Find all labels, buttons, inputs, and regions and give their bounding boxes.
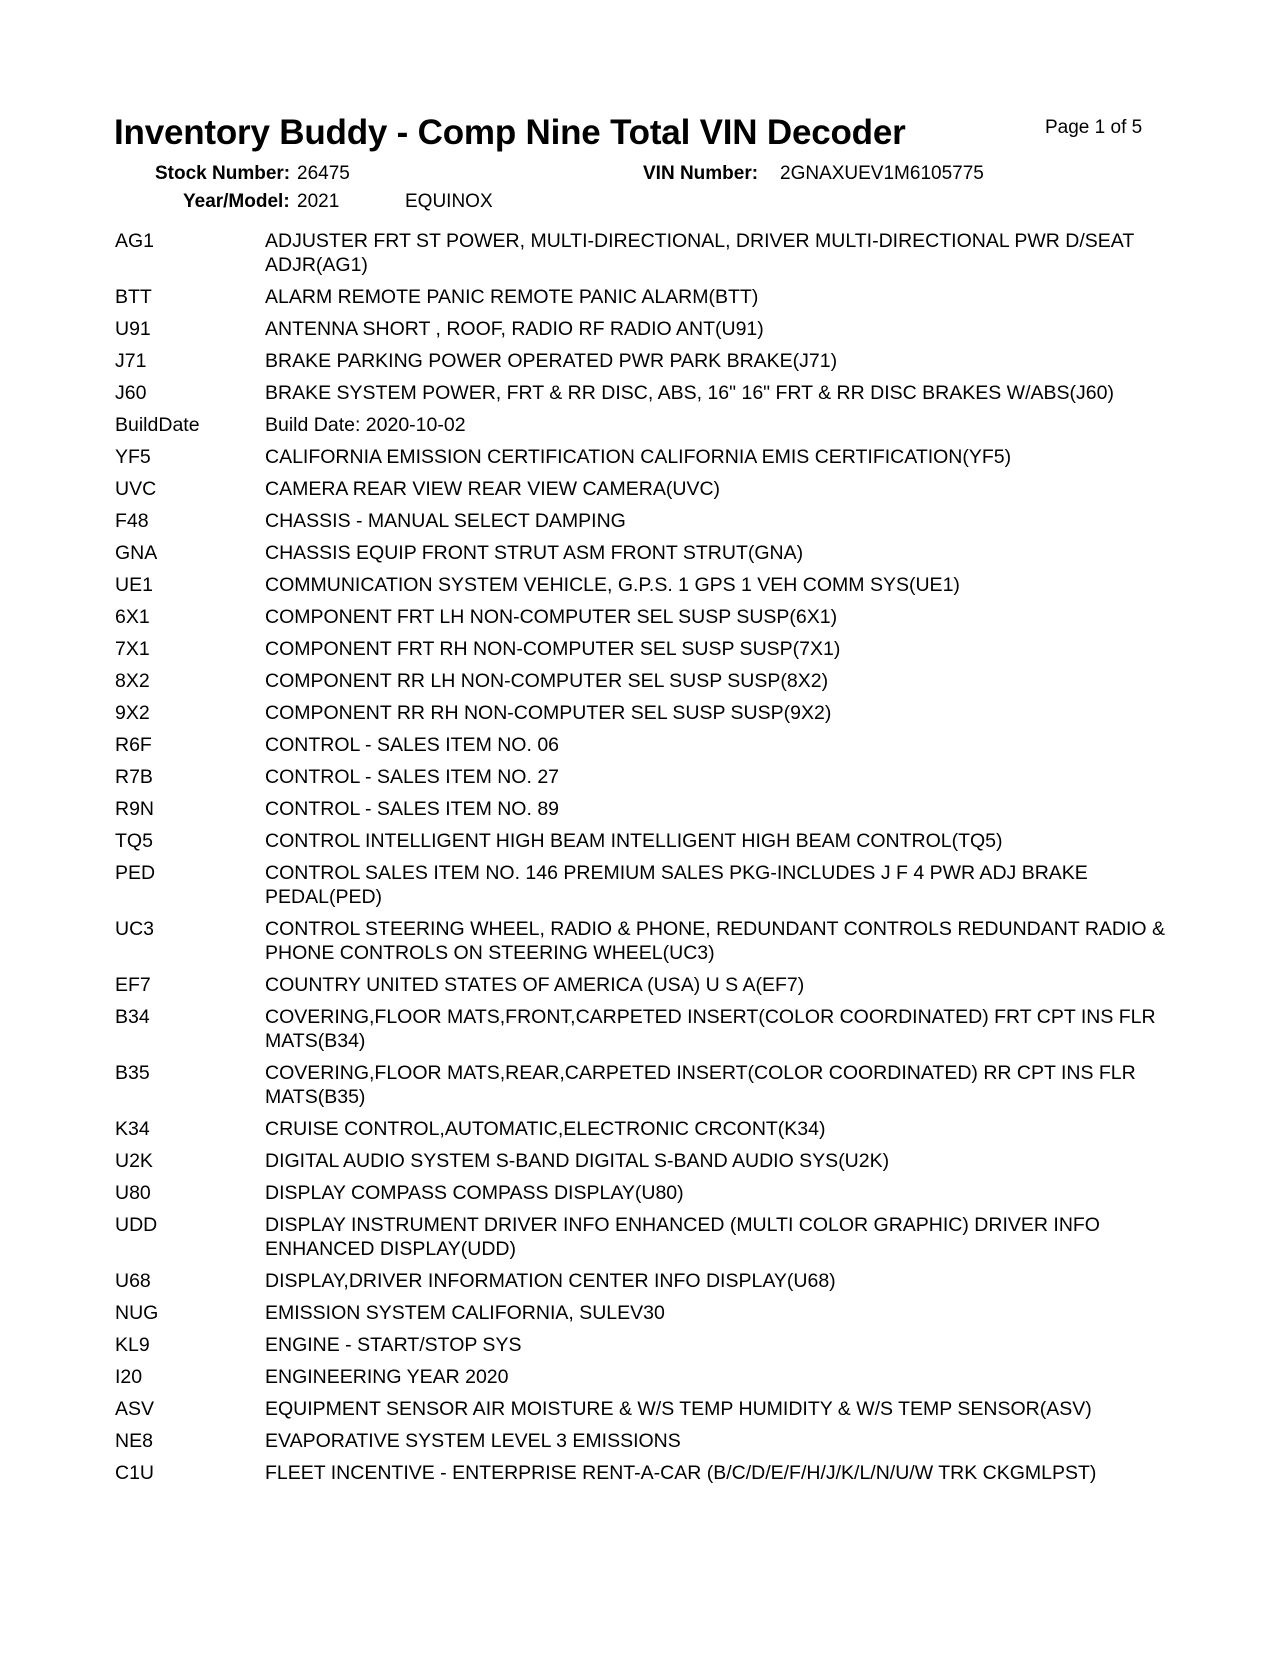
option-code: 7X1 bbox=[115, 638, 150, 660]
list-item bbox=[0, 861, 1280, 909]
option-description: ALARM REMOTE PANIC REMOTE PANIC ALARM(BTT) bbox=[265, 286, 759, 308]
option-code: J71 bbox=[115, 350, 147, 372]
document-title: Inventory Buddy - Comp Nine Total VIN Decoder bbox=[114, 113, 906, 152]
vin-number-value: 2GNAXUEV1M6105775 bbox=[780, 163, 984, 184]
option-description: COMPONENT FRT LH NON-COMPUTER SEL SUSP SUSP(6X1) bbox=[265, 606, 838, 628]
list-item bbox=[0, 1333, 1280, 1357]
option-description: ANTENNA SHORT , ROOF, RADIO RF RADIO ANT(U91) bbox=[265, 318, 764, 340]
list-item bbox=[0, 381, 1280, 405]
option-description: CONTROL STEERING WHEEL, RADIO & PHONE, REDUNDANT CONTROLS REDUNDANT RADIO & PHONE CONTROLS ON STEERING WHEEL(UC3) bbox=[265, 918, 1165, 964]
option-description: CAMERA REAR VIEW REAR VIEW CAMERA(UVC) bbox=[265, 478, 721, 500]
option-description: ENGINEERING YEAR 2020 bbox=[265, 1366, 509, 1388]
option-code: U91 bbox=[115, 318, 151, 340]
option-description: CONTROL INTELLIGENT HIGH BEAM INTELLIGENT HIGH BEAM CONTROL(TQ5) bbox=[265, 830, 1003, 852]
model-value: EQUINOX bbox=[405, 191, 493, 212]
list-item bbox=[0, 229, 1280, 277]
option-description: COVERING,FLOOR MATS,FRONT,CARPETED INSERT(COLOR COORDINATED) FRT CPT INS FLR MATS(B34) bbox=[265, 1006, 1156, 1052]
option-code: YF5 bbox=[115, 446, 151, 468]
yearmodel-label: Year/Model: bbox=[183, 191, 290, 212]
option-description: CONTROL - SALES ITEM NO. 27 bbox=[265, 766, 560, 788]
list-item bbox=[0, 1397, 1280, 1421]
list-item bbox=[0, 605, 1280, 629]
option-code: UDD bbox=[115, 1214, 158, 1236]
option-description: BRAKE PARKING POWER OPERATED PWR PARK BRAKE(J71) bbox=[265, 350, 838, 372]
list-item bbox=[0, 1117, 1280, 1141]
option-code: BuildDate bbox=[115, 414, 200, 436]
list-item bbox=[0, 445, 1280, 469]
option-code: R7B bbox=[115, 766, 153, 788]
list-item bbox=[0, 1005, 1280, 1053]
option-description: CHASSIS EQUIP FRONT STRUT ASM FRONT STRUT(GNA) bbox=[265, 542, 804, 564]
list-item bbox=[0, 765, 1280, 789]
list-item bbox=[0, 1365, 1280, 1389]
stock-label: Stock Number: bbox=[155, 163, 291, 184]
option-code: I20 bbox=[115, 1366, 143, 1388]
option-code: TQ5 bbox=[115, 830, 153, 852]
option-code: U80 bbox=[115, 1182, 151, 1204]
list-item bbox=[0, 317, 1280, 341]
list-item bbox=[0, 973, 1280, 997]
option-description: COUNTRY UNITED STATES OF AMERICA (USA) U S A(EF7) bbox=[265, 974, 805, 996]
option-code: J60 bbox=[115, 382, 147, 404]
option-description: DISPLAY COMPASS COMPASS DISPLAY(U80) bbox=[265, 1182, 684, 1204]
option-code: KL9 bbox=[115, 1334, 150, 1356]
list-item bbox=[0, 797, 1280, 821]
option-code: U2K bbox=[115, 1150, 153, 1172]
option-description: CALIFORNIA EMISSION CERTIFICATION CALIFORNIA EMIS CERTIFICATION(YF5) bbox=[265, 446, 1012, 468]
option-description: CONTROL - SALES ITEM NO. 89 bbox=[265, 798, 560, 820]
option-description: DISPLAY INSTRUMENT DRIVER INFO ENHANCED (MULTI COLOR GRAPHIC) DRIVER INFO ENHANCED DISPLAY(UDD) bbox=[265, 1214, 1100, 1260]
option-code: BTT bbox=[115, 286, 152, 308]
stock-number-label bbox=[155, 163, 290, 185]
option-code: UC3 bbox=[115, 918, 155, 940]
list-item bbox=[0, 477, 1280, 501]
option-description: COMMUNICATION SYSTEM VEHICLE, G.P.S. 1 GPS 1 VEH COMM SYS(UE1) bbox=[265, 574, 960, 596]
option-description: CRUISE CONTROL,AUTOMATIC,ELECTRONIC CRCONT(K34) bbox=[265, 1118, 826, 1140]
list-item bbox=[0, 917, 1280, 965]
option-description: CONTROL SALES ITEM NO. 146 PREMIUM SALES PKG-INCLUDES J F 4 PWR ADJ BRAKE PEDAL(PED) bbox=[265, 862, 1088, 908]
option-code: 6X1 bbox=[115, 606, 150, 628]
option-description: EVAPORATIVE SYSTEM LEVEL 3 EMISSIONS bbox=[265, 1430, 681, 1452]
option-description: COMPONENT FRT RH NON-COMPUTER SEL SUSP SUSP(7X1) bbox=[265, 638, 841, 660]
option-code: NE8 bbox=[115, 1430, 153, 1452]
list-item bbox=[0, 829, 1280, 853]
year-value: 2021 bbox=[297, 191, 340, 212]
list-item bbox=[0, 1213, 1280, 1261]
list-item bbox=[0, 1149, 1280, 1173]
list-item bbox=[0, 1061, 1280, 1109]
list-item bbox=[0, 509, 1280, 533]
option-description: EQUIPMENT SENSOR AIR MOISTURE & W/S TEMP HUMIDITY & W/S TEMP SENSOR(ASV) bbox=[265, 1398, 1092, 1420]
list-item bbox=[0, 637, 1280, 661]
option-code-list bbox=[0, 229, 1280, 1493]
option-code: UVC bbox=[115, 478, 157, 500]
option-code: B35 bbox=[115, 1062, 150, 1084]
option-description: COMPONENT RR LH NON-COMPUTER SEL SUSP SUSP(8X2) bbox=[265, 670, 829, 692]
list-item bbox=[0, 349, 1280, 373]
option-code: C1U bbox=[115, 1462, 155, 1484]
option-code: R9N bbox=[115, 798, 155, 820]
option-code: 8X2 bbox=[115, 670, 150, 692]
option-description: Build Date: 2020-10-02 bbox=[265, 414, 466, 436]
option-description: DISPLAY,DRIVER INFORMATION CENTER INFO DISPLAY(U68) bbox=[265, 1270, 836, 1292]
option-code: F48 bbox=[115, 510, 149, 532]
list-item bbox=[0, 541, 1280, 565]
option-code: PED bbox=[115, 862, 156, 884]
list-item bbox=[0, 669, 1280, 693]
option-description: DIGITAL AUDIO SYSTEM S-BAND DIGITAL S-BAND AUDIO SYS(U2K) bbox=[265, 1150, 890, 1172]
option-description: FLEET INCENTIVE - ENTERPRISE RENT-A-CAR (B/C/D/E/F/H/J/K/L/N/U/W TRK CKGMLPST) bbox=[265, 1462, 1097, 1484]
list-item bbox=[0, 1461, 1280, 1485]
option-description: COMPONENT RR RH NON-COMPUTER SEL SUSP SUSP(9X2) bbox=[265, 702, 832, 724]
option-code: R6F bbox=[115, 734, 152, 756]
option-code: 9X2 bbox=[115, 702, 150, 724]
vin-label: VIN Number: bbox=[643, 163, 759, 184]
option-code: ASV bbox=[115, 1398, 155, 1420]
option-code: U68 bbox=[115, 1270, 151, 1292]
vin-number-label bbox=[643, 163, 758, 185]
stock-number-value: 26475 bbox=[297, 163, 350, 184]
option-code: AG1 bbox=[115, 230, 155, 252]
option-code: EF7 bbox=[115, 974, 151, 996]
list-item bbox=[0, 413, 1280, 437]
option-code: UE1 bbox=[115, 574, 153, 596]
year-model-label bbox=[183, 191, 290, 213]
list-item bbox=[0, 1181, 1280, 1205]
page-number: Page 1 of 5 bbox=[1045, 117, 1143, 138]
option-description: COVERING,FLOOR MATS,REAR,CARPETED INSERT(COLOR COORDINATED) RR CPT INS FLR MATS(B35) bbox=[265, 1062, 1136, 1108]
list-item bbox=[0, 285, 1280, 309]
list-item bbox=[0, 1301, 1280, 1325]
option-code: K34 bbox=[115, 1118, 150, 1140]
option-description: CHASSIS - MANUAL SELECT DAMPING bbox=[265, 510, 626, 532]
option-description: ENGINE - START/STOP SYS bbox=[265, 1334, 522, 1356]
option-code: NUG bbox=[115, 1302, 159, 1324]
list-item bbox=[0, 573, 1280, 597]
option-code: GNA bbox=[115, 542, 158, 564]
option-description: ADJUSTER FRT ST POWER, MULTI-DIRECTIONAL, DRIVER MULTI-DIRECTIONAL PWR D/SEAT ADJR(AG1) bbox=[265, 230, 1134, 276]
option-code: B34 bbox=[115, 1006, 150, 1028]
list-item bbox=[0, 733, 1280, 757]
option-description: BRAKE SYSTEM POWER, FRT & RR DISC, ABS, 16" 16" FRT & RR DISC BRAKES W/ABS(J60) bbox=[265, 382, 1114, 404]
list-item bbox=[0, 1269, 1280, 1293]
option-description: EMISSION SYSTEM CALIFORNIA, SULEV30 bbox=[265, 1302, 665, 1324]
option-description: CONTROL - SALES ITEM NO. 06 bbox=[265, 734, 560, 756]
list-item bbox=[0, 701, 1280, 725]
list-item bbox=[0, 1429, 1280, 1453]
